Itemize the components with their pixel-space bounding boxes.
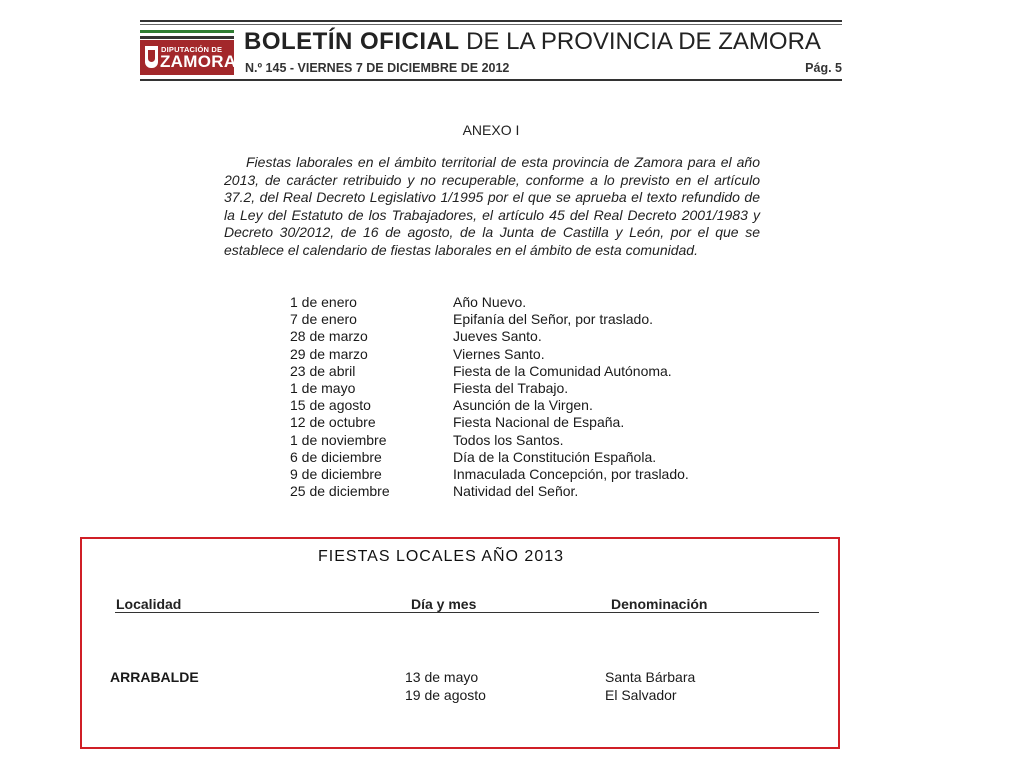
local-festivity-date: 19 de agosto [405,687,486,703]
logo-badge [140,40,237,75]
holiday-name: Fiesta Nacional de España. [453,414,625,431]
holiday-date: 1 de noviembre [290,431,387,448]
holiday-name: Asunción de la Virgen. [453,397,593,414]
holiday-name: Todos los Santos. [453,431,564,448]
holiday-row [290,311,750,328]
holiday-row [290,346,750,363]
local-festivities-box [80,537,840,749]
holiday-row [290,449,750,466]
holiday-row [290,432,750,449]
header-rule-top-thin [140,24,842,25]
holiday-row [290,380,750,397]
annex-paragraph [224,154,760,259]
holiday-date: 15 de agosto [290,397,371,414]
shield-icon [145,46,158,68]
logo-stripes [140,30,234,39]
holiday-date: 9 de diciembre [290,465,382,482]
diputacion-logo [140,30,237,75]
bulletin-title [244,28,821,56]
bulletin-title-rest: DE LA PROVINCIA DE ZAMORA [459,28,821,55]
holiday-date: 23 de abril [290,362,356,379]
holiday-name: Epifanía del Señor, por traslado. [453,311,654,328]
holiday-date: 7 de enero [290,311,357,328]
logo-line1: DIPUTACIÓN DE [161,45,223,54]
local-festivity-name: El Salvador [605,687,677,703]
column-header-date: Día y mes [411,596,477,612]
holiday-row [290,328,750,345]
holiday-date: 29 de marzo [290,345,368,362]
holiday-row [290,483,750,500]
annex-title: ANEXO I [462,122,520,138]
holiday-name: Día de la Constitución Española. [453,448,657,465]
holiday-name: Inmaculada Concepción, por traslado. [453,465,689,482]
holiday-name: Natividad del Señor. [453,483,579,500]
holiday-name: Viernes Santo. [453,345,545,362]
logo-line2: ZAMORA [160,52,237,71]
town-name: ARRABALDE [110,669,199,685]
column-header-town: Localidad [116,596,182,612]
holiday-list [290,294,750,500]
local-festivity-name: Santa Bárbara [605,669,696,685]
header-rule-top [140,20,842,22]
holiday-date: 1 de enero [290,294,357,310]
holiday-date: 12 de octubre [290,414,376,431]
page-number: Pág. 5 [805,61,842,75]
table-header-rule [115,612,819,613]
holiday-name: Jueves Santo. [453,328,542,345]
holiday-date: 25 de diciembre [290,483,390,500]
holiday-date: 6 de diciembre [290,448,382,465]
holiday-name: Fiesta del Trabajo. [453,379,569,396]
holiday-row [290,414,750,431]
holiday-row [290,397,750,414]
holiday-date: 1 de mayo [290,379,356,396]
annex-paragraph-text: Fiestas laborales en el ámbito territorial de esta provincia de Zamora para el año 2013, de carácter retribuido y no recuperable, conforme a lo previsto en el artículo 37.2, del Real Decreto Legislativo 1/1995 por el que se aprueba el texto refundido de la Ley del Estatuto de los Trabajadores, el artículo 45 del Real Decreto 2001/1983 y Decreto 30/2012, de 16 de agosto, de la Junta de Castilla y León, por el que se establece el calendario de fiestas laborales en el ámbito de esta comunidad. [224,154,760,258]
holiday-row [290,466,750,483]
bulletin-title-bold: BOLETÍN OFICIAL [244,28,460,55]
holiday-row [290,294,750,311]
holiday-name: Año Nuevo. [453,294,527,310]
holiday-row [290,363,750,380]
local-festivities-title: FIESTAS LOCALES AÑO 2013 [318,548,565,565]
holiday-name: Fiesta de la Comunidad Autónoma. [453,362,672,379]
local-festivity-date: 13 de mayo [405,669,479,685]
holiday-date: 28 de marzo [290,328,368,345]
column-header-name: Denominación [611,596,708,612]
header-rule-bottom [140,79,842,81]
issue-line: N.º 145 - VIERNES 7 DE DICIEMBRE DE 2012 [245,61,510,75]
